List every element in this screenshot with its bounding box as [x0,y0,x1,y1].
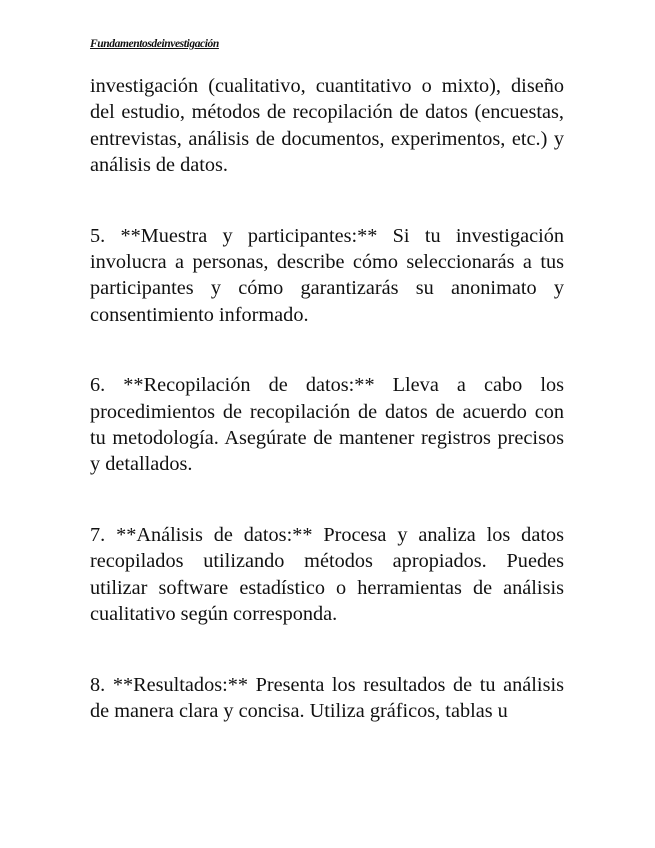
body-text [90,73,564,768]
paragraph-data-analysis: 7. **Análisis de datos:** Procesa y analiza los datos recopilados utilizando métodos apropiados. Puedes utilizar software estadístico o herramientas de análisis cualitativo según corresponda. [90,523,564,626]
running-header-title: Fundamentosdeinvestigación [90,38,219,50]
paragraph-sample-participants: 5. **Muestra y participantes:** Si tu investigación involucra a personas, describe cómo seleccionarás a tus participantes y cómo garantizarás su anonimato y consentimiento informado. [90,224,564,326]
paragraph-data-collection: 6. **Recopilación de datos:** Lleva a cabo los procedimientos de recopilación de datos de acuerdo con tu metodología. Asegúrate de mantener registros precisos y detallados. [90,374,564,476]
paragraph-results: 8. **Resultados:** Presenta los resultados de tu análisis de manera clara y concisa. Utiliza gráficos, tablas u [90,673,564,722]
paragraph-methodology-continued: investigación (cualitativo, cuantitativo o mixto), diseño del estudio, métodos de recopilación de datos (encuestas, entrevistas, análisis de documentos, experimentos, etc.) y análisis de datos. [90,75,564,177]
